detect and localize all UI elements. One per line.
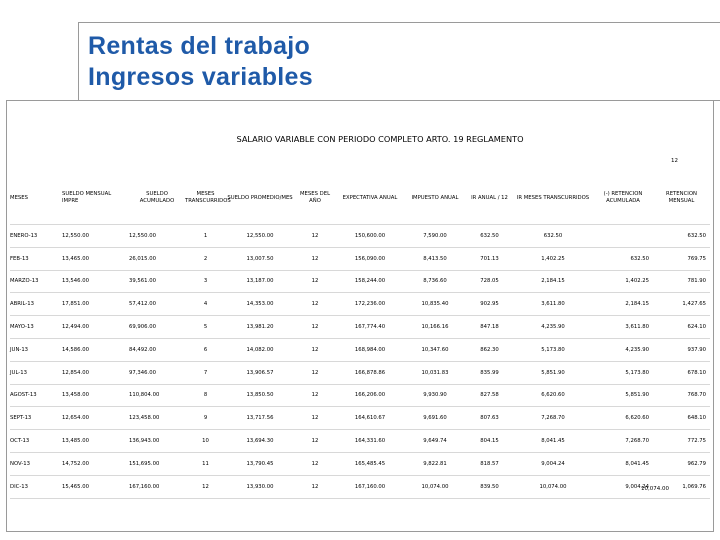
cell-retencion-acumulada: 1,402.25 (593, 270, 653, 293)
cell-ir-anual-12: 827.58 (466, 384, 513, 407)
cell-impuesto-anual: 8,736.60 (404, 270, 466, 293)
header-meses: MESES (10, 194, 28, 201)
cell-sueldo-acumulado: 136,943.00 (129, 430, 185, 453)
cell-meses-transcurridos: 5 (185, 316, 226, 339)
cell-sueldo-promedio: 13,930.00 (226, 475, 294, 498)
table-row (10, 316, 710, 339)
table-row (10, 338, 710, 361)
cell-meses-del-ano: 12 (294, 247, 336, 270)
cell-expectativa-anual: 166,878.86 (336, 361, 404, 384)
frame-left-border-lower (6, 100, 7, 532)
cell-mes: MARZO-13 (10, 270, 62, 293)
cell-retencion-mensual: 1,427.65 (653, 293, 710, 316)
cell-ir-meses-transcurridos: 5,173.80 (513, 338, 593, 361)
cell-meses-del-ano: 12 (294, 361, 336, 384)
cell-sueldo-mensual: 14,752.00 (62, 452, 129, 475)
frame-right-border (713, 100, 714, 532)
table-row (10, 270, 710, 293)
cell-expectativa-anual: 164,331.60 (336, 430, 404, 453)
header-sueldo-mensual: SUELDO MENSUAL IMPRE (62, 191, 112, 204)
cell-sueldo-acumulado: 69,906.00 (129, 316, 185, 339)
cell-sueldo-acumulado: 123,458.00 (129, 407, 185, 430)
cell-meses-transcurridos: 3 (185, 270, 226, 293)
divisor-label: 12 (671, 158, 678, 164)
frame-top-border (78, 22, 720, 23)
cell-impuesto-anual: 10,074.00 (404, 475, 466, 498)
cell-sueldo-acumulado: 167,160.00 (129, 475, 185, 498)
cell-ir-anual-12: 862.30 (466, 338, 513, 361)
cell-mes: JUN-13 (10, 338, 62, 361)
cell-sueldo-mensual: 13,485.00 (62, 430, 129, 453)
cell-ir-anual-12: 835.99 (466, 361, 513, 384)
cell-retencion-mensual: 678.10 (653, 361, 710, 384)
total-value: 10,074.00 (641, 486, 669, 492)
cell-retencion-mensual: 962.79 (653, 452, 710, 475)
cell-sueldo-acumulado: 57,412.00 (129, 293, 185, 316)
cell-expectativa-anual: 158,244.00 (336, 270, 404, 293)
cell-sueldo-acumulado: 151,695.00 (129, 452, 185, 475)
cell-retencion-mensual: 648.10 (653, 407, 710, 430)
cell-sueldo-acumulado: 84,492.00 (129, 338, 185, 361)
cell-expectativa-anual: 168,984.00 (336, 338, 404, 361)
table-body (10, 225, 710, 499)
cell-impuesto-anual: 9,930.90 (404, 384, 466, 407)
cell-ir-meses-transcurridos: 7,268.70 (513, 407, 593, 430)
header-sueldo-acumulado: SUELDO ACUMULADO (139, 191, 175, 204)
frame-horizontal-divider (6, 100, 720, 101)
cell-sueldo-mensual: 15,465.00 (62, 475, 129, 498)
cell-expectativa-anual: 165,485.45 (336, 452, 404, 475)
cell-meses-del-ano: 12 (294, 316, 336, 339)
cell-retencion-mensual: 772.75 (653, 430, 710, 453)
slide-title-line2: Ingresos variables (88, 63, 313, 91)
cell-mes: ABRIL-13 (10, 293, 62, 316)
cell-mes: JUL-13 (10, 361, 62, 384)
cell-meses-transcurridos: 4 (185, 293, 226, 316)
cell-sueldo-mensual: 13,546.00 (62, 270, 129, 293)
cell-meses-del-ano: 12 (294, 338, 336, 361)
cell-mes: SEPT-13 (10, 407, 62, 430)
header-meses-transcurridos: MESES TRANSCURRIDOS (185, 191, 231, 204)
cell-impuesto-anual: 10,347.60 (404, 338, 466, 361)
cell-expectativa-anual: 167,160.00 (336, 475, 404, 498)
cell-sueldo-promedio: 13,694.30 (226, 430, 294, 453)
cell-sueldo-mensual: 13,458.00 (62, 384, 129, 407)
cell-impuesto-anual: 8,413.50 (404, 247, 466, 270)
cell-ir-meses-transcurridos: 3,611.80 (513, 293, 593, 316)
cell-sueldo-mensual: 12,550.00 (62, 225, 129, 248)
cell-meses-del-ano: 12 (294, 293, 336, 316)
table-row (10, 430, 710, 453)
cell-expectativa-anual: 172,236.00 (336, 293, 404, 316)
cell-retencion-mensual: 781.90 (653, 270, 710, 293)
cell-sueldo-promedio: 13,187.00 (226, 270, 294, 293)
cell-expectativa-anual: 164,610.67 (336, 407, 404, 430)
cell-sueldo-promedio: 14,082.00 (226, 338, 294, 361)
cell-retencion-acumulada: 6,620.60 (593, 407, 653, 430)
cell-sueldo-mensual: 13,465.00 (62, 247, 129, 270)
cell-ir-meses-transcurridos: 4,235.90 (513, 316, 593, 339)
cell-mes: NOV-13 (10, 452, 62, 475)
cell-ir-meses-transcurridos: 6,620.60 (513, 384, 593, 407)
cell-ir-anual-12: 728.05 (466, 270, 513, 293)
cell-ir-meses-transcurridos: 10,074.00 (513, 475, 593, 498)
cell-expectativa-anual: 150,600.00 (336, 225, 404, 248)
cell-impuesto-anual: 9,691.60 (404, 407, 466, 430)
cell-ir-meses-transcurridos: 2,184.15 (513, 270, 593, 293)
cell-sueldo-mensual: 12,654.00 (62, 407, 129, 430)
header-meses-del-ano: MESES DEL AÑO (299, 191, 331, 204)
cell-sueldo-acumulado: 39,561.00 (129, 270, 185, 293)
cell-ir-meses-transcurridos: 8,041.45 (513, 430, 593, 453)
cell-sueldo-promedio: 13,790.45 (226, 452, 294, 475)
cell-sueldo-mensual: 14,586.00 (62, 338, 129, 361)
cell-meses-transcurridos: 2 (185, 247, 226, 270)
cell-sueldo-acumulado: 26,015.00 (129, 247, 185, 270)
cell-ir-meses-transcurridos: 9,004.24 (513, 452, 593, 475)
cell-sueldo-promedio: 14,353.00 (226, 293, 294, 316)
cell-mes: OCT-13 (10, 430, 62, 453)
table-row (10, 247, 710, 270)
cell-sueldo-promedio: 12,550.00 (226, 225, 294, 248)
header-sueldo-promedio: SUELDO PROMEDIO/MES (227, 194, 293, 201)
cell-ir-anual-12: 701.13 (466, 247, 513, 270)
header-retencion-acumulada: (-) RETENCION ACUMULADA (603, 191, 643, 204)
cell-retencion-mensual: 768.70 (653, 384, 710, 407)
cell-meses-del-ano: 12 (294, 270, 336, 293)
cell-retencion-acumulada (593, 225, 653, 248)
frame-left-border (78, 22, 79, 100)
cell-ir-meses-transcurridos: 5,851.90 (513, 361, 593, 384)
cell-mes: ENERO-13 (10, 225, 62, 248)
cell-ir-anual-12: 839.50 (466, 475, 513, 498)
cell-meses-del-ano: 12 (294, 384, 336, 407)
cell-sueldo-acumulado: 12,550.00 (129, 225, 185, 248)
cell-sueldo-mensual: 12,494.00 (62, 316, 129, 339)
frame-bottom-border (6, 531, 714, 532)
cell-impuesto-anual: 9,822.81 (404, 452, 466, 475)
cell-meses-transcurridos: 8 (185, 384, 226, 407)
cell-sueldo-promedio: 13,906.57 (226, 361, 294, 384)
header-ir-anual-12: IR ANUAL / 12 (471, 194, 508, 201)
cell-retencion-acumulada: 8,041.45 (593, 452, 653, 475)
cell-meses-del-ano: 12 (294, 475, 336, 498)
cell-sueldo-mensual: 17,851.00 (62, 293, 129, 316)
cell-expectativa-anual: 156,090.00 (336, 247, 404, 270)
table-row (10, 361, 710, 384)
table-row (10, 407, 710, 430)
cell-impuesto-anual: 7,590.00 (404, 225, 466, 248)
cell-retencion-mensual: 1,069.76 (653, 475, 710, 498)
cell-impuesto-anual: 9,649.74 (404, 430, 466, 453)
cell-meses-transcurridos: 10 (185, 430, 226, 453)
cell-retencion-mensual: 624.10 (653, 316, 710, 339)
cell-mes: FEB-13 (10, 247, 62, 270)
cell-ir-anual-12: 818.57 (466, 452, 513, 475)
cell-meses-del-ano: 12 (294, 452, 336, 475)
cell-ir-meses-transcurridos: 632.50 (513, 225, 593, 248)
cell-retencion-acumulada: 632.50 (593, 247, 653, 270)
cell-meses-transcurridos: 6 (185, 338, 226, 361)
cell-sueldo-promedio: 13,981.20 (226, 316, 294, 339)
cell-meses-transcurridos: 1 (185, 225, 226, 248)
cell-retencion-mensual: 937.90 (653, 338, 710, 361)
table-row (10, 452, 710, 475)
cell-retencion-acumulada: 4,235.90 (593, 338, 653, 361)
cell-ir-anual-12: 902.95 (466, 293, 513, 316)
cell-expectativa-anual: 167,774.40 (336, 316, 404, 339)
cell-retencion-mensual: 769.75 (653, 247, 710, 270)
cell-retencion-acumulada: 2,184.15 (593, 293, 653, 316)
cell-meses-transcurridos: 7 (185, 361, 226, 384)
salary-table (10, 172, 710, 499)
cell-impuesto-anual: 10,166.16 (404, 316, 466, 339)
table-row (10, 225, 710, 248)
cell-retencion-acumulada: 3,611.80 (593, 316, 653, 339)
slide-title-line1: Rentas del trabajo (88, 32, 311, 60)
cell-retencion-mensual: 632.50 (653, 225, 710, 248)
table-header-row (10, 172, 710, 225)
cell-sueldo-acumulado: 110,804.00 (129, 384, 185, 407)
cell-meses-del-ano: 12 (294, 430, 336, 453)
cell-ir-anual-12: 804.15 (466, 430, 513, 453)
cell-retencion-acumulada: 9,004.24 (593, 475, 653, 498)
cell-retencion-acumulada: 7,268.70 (593, 430, 653, 453)
cell-expectativa-anual: 166,206.00 (336, 384, 404, 407)
cell-mes: DIC-13 (10, 475, 62, 498)
cell-sueldo-promedio: 13,850.50 (226, 384, 294, 407)
table-row (10, 475, 710, 498)
cell-sueldo-acumulado: 97,346.00 (129, 361, 185, 384)
cell-mes: MAYO-13 (10, 316, 62, 339)
cell-sueldo-promedio: 13,007.50 (226, 247, 294, 270)
header-impuesto-anual: IMPUESTO ANUAL (411, 194, 459, 201)
header-expectativa-anual: EXPECTATIVA ANUAL (342, 194, 398, 201)
cell-meses-transcurridos: 9 (185, 407, 226, 430)
cell-impuesto-anual: 10,031.83 (404, 361, 466, 384)
cell-ir-anual-12: 847.18 (466, 316, 513, 339)
cell-impuesto-anual: 10,835.40 (404, 293, 466, 316)
cell-sueldo-mensual: 12,854.00 (62, 361, 129, 384)
header-ir-meses-transcurridos: IR MESES TRANSCURRIDOS (516, 194, 590, 201)
header-retencion-mensual: RETENCION MENSUAL (666, 191, 697, 204)
cell-mes: AGOST-13 (10, 384, 62, 407)
cell-meses-transcurridos: 12 (185, 475, 226, 498)
cell-meses-del-ano: 12 (294, 407, 336, 430)
table-subtitle: SALARIO VARIABLE CON PERIODO COMPLETO ARTO. 19 REGLAMENTO (236, 134, 524, 144)
table-row (10, 293, 710, 316)
cell-ir-meses-transcurridos: 1,402.25 (513, 247, 593, 270)
cell-sueldo-promedio: 13,717.56 (226, 407, 294, 430)
cell-retencion-acumulada: 5,173.80 (593, 361, 653, 384)
table-row (10, 384, 710, 407)
cell-ir-anual-12: 807.63 (466, 407, 513, 430)
cell-retencion-acumulada: 5,851.90 (593, 384, 653, 407)
cell-meses-del-ano: 12 (294, 225, 336, 248)
cell-meses-transcurridos: 11 (185, 452, 226, 475)
cell-ir-anual-12: 632.50 (466, 225, 513, 248)
